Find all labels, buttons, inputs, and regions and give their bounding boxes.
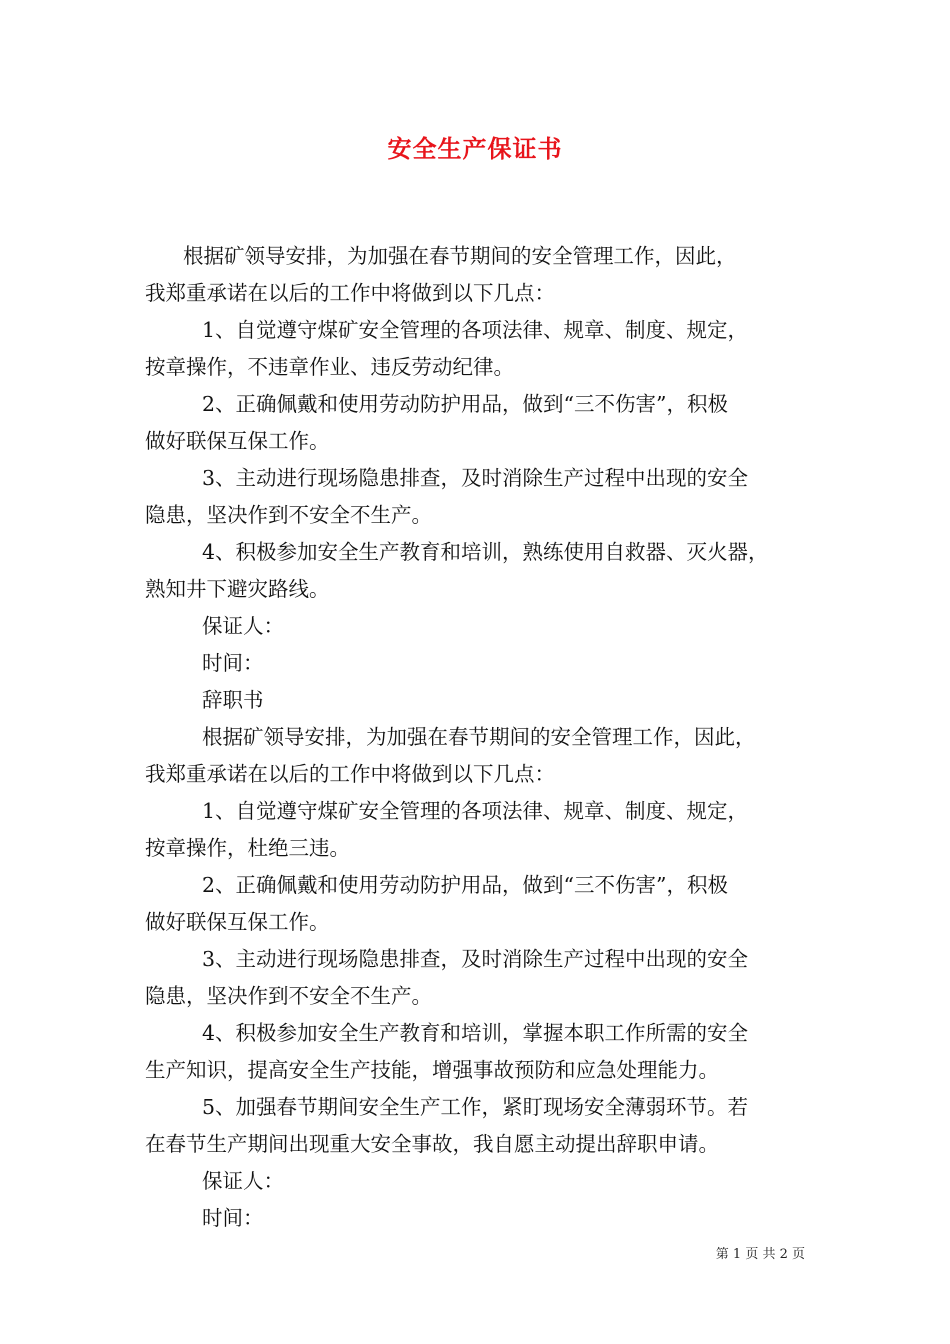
document-body [145, 238, 813, 1237]
paragraph-line: 根据矿领导安排，为加强在春节期间的安全管理工作，因此， [202, 725, 756, 749]
paragraph-line: 1、自觉遵守煤矿安全管理的各项法律、规章、制度、规定， [202, 799, 749, 823]
paragraph-line: 3、主动进行现场隐患排查，及时消除生产过程中出现的安全 [202, 466, 749, 490]
paragraph-line: 我郑重承诺在以后的工作中将做到以下几点： [145, 762, 555, 786]
paragraph-line: 4、积极参加安全生产教育和培训，熟练使用自救器、灭火器， [202, 540, 769, 564]
paragraph-line: 按章操作，不违章作业、违反劳动纪律。 [145, 355, 514, 379]
paragraph-line: 在春节生产期间出现重大安全事故，我自愿主动提出辞职申请。 [145, 1132, 719, 1156]
signature-label: 保证人： [202, 1169, 284, 1193]
date-label: 时间： [202, 1206, 264, 1230]
paragraph-line: 根据矿领导安排，为加强在春节期间的安全管理工作，因此， [183, 244, 737, 268]
paragraph-line: 生产知识，提高安全生产技能，增强事故预防和应急处理能力。 [145, 1058, 719, 1082]
document-title: 安全生产保证书 [387, 134, 563, 163]
paragraph-line: 1、自觉遵守煤矿安全管理的各项法律、规章、制度、规定， [202, 318, 749, 342]
page-number: 第 1 页 共 2 页 [715, 1247, 805, 1262]
paragraph-line: 5、加强春节期间安全生产工作，紧盯现场安全薄弱环节。若 [202, 1095, 749, 1119]
signature-label: 保证人： [202, 614, 284, 638]
paragraph-line: 隐患，坚决作到不安全不生产。 [145, 503, 432, 527]
paragraph-line: 做好联保互保工作。 [145, 429, 330, 453]
paragraph-line: 隐患，坚决作到不安全不生产。 [145, 984, 432, 1008]
paragraph-line: 做好联保互保工作。 [145, 910, 330, 934]
paragraph-line: 2、正确佩戴和使用劳动防护用品，做到“三不伤害”，积极 [202, 873, 729, 897]
paragraph-line: 4、积极参加安全生产教育和培训，掌握本职工作所需的安全 [202, 1021, 749, 1045]
paragraph-line: 我郑重承诺在以后的工作中将做到以下几点： [145, 281, 555, 305]
paragraph-line: 2、正确佩戴和使用劳动防护用品，做到“三不伤害”，积极 [202, 392, 729, 416]
section-heading: 辞职书 [202, 688, 264, 712]
paragraph-line: 按章操作，杜绝三违。 [145, 836, 350, 860]
paragraph-line: 3、主动进行现场隐患排查，及时消除生产过程中出现的安全 [202, 947, 749, 971]
date-label: 时间： [202, 651, 264, 675]
paragraph-line: 熟知井下避灾路线。 [145, 577, 330, 601]
